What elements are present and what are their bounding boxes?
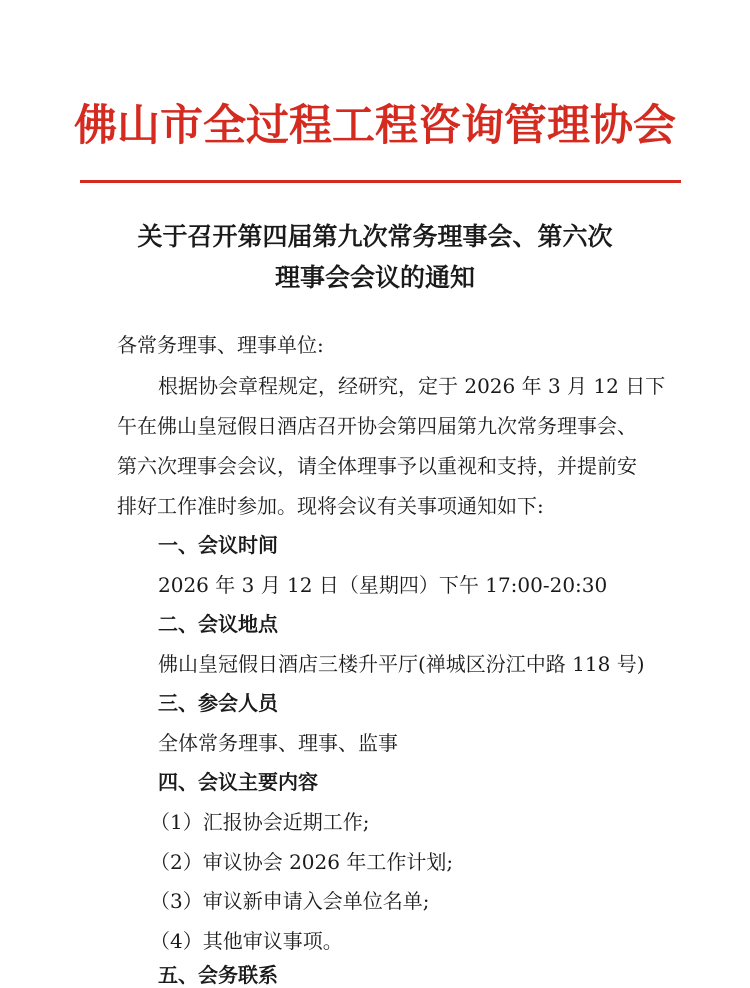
- content-item-3: （3）审议新申请入会单位名单;: [150, 889, 430, 913]
- meeting-time-value: 2026 年 3 月 12 日（星期四）下午 17:00-20:30: [158, 573, 608, 597]
- section-heading-contact: 五、会务联系: [158, 963, 278, 987]
- content-item-1: （1）汇报协会近期工作;: [150, 810, 370, 834]
- organization-name: 佛山市全过程工程咨询管理协会: [74, 101, 676, 151]
- intro-line-2: 午在佛山皇冠假日酒店召开协会第四届第九次常务理事会、: [117, 414, 637, 438]
- content-item-2: （2）审议协会 2026 年工作计划;: [150, 850, 454, 874]
- attendees-value: 全体常务理事、理事、监事: [158, 731, 398, 755]
- section-heading-content: 四、会议主要内容: [158, 770, 318, 794]
- intro-line-3: 第六次理事会会议，请全体理事予以重视和支持，并提前安: [117, 454, 637, 478]
- intro-line-4: 排好工作准时参加。现将会议有关事项通知如下:: [117, 494, 544, 518]
- notice-title-line-2: 理事会会议的通知: [274, 263, 475, 292]
- section-heading-place: 二、会议地点: [158, 612, 278, 636]
- meeting-place-value: 佛山皇冠假日酒店三楼升平厅(禅城区汾江中路 118 号): [158, 652, 645, 676]
- section-heading-time: 一、会议时间: [158, 533, 278, 557]
- notice-title-line-1: 关于召开第四届第九次常务理事会、第六次: [137, 222, 613, 251]
- section-heading-attendees: 三、参会人员: [158, 691, 278, 715]
- intro-line-1: 根据协会章程规定，经研究，定于 2026 年 3 月 12 日下: [158, 374, 666, 398]
- content-item-4: （4）其他审议事项。: [150, 929, 343, 953]
- salutation: 各常务理事、理事单位:: [117, 333, 324, 357]
- red-divider-line: [80, 180, 681, 183]
